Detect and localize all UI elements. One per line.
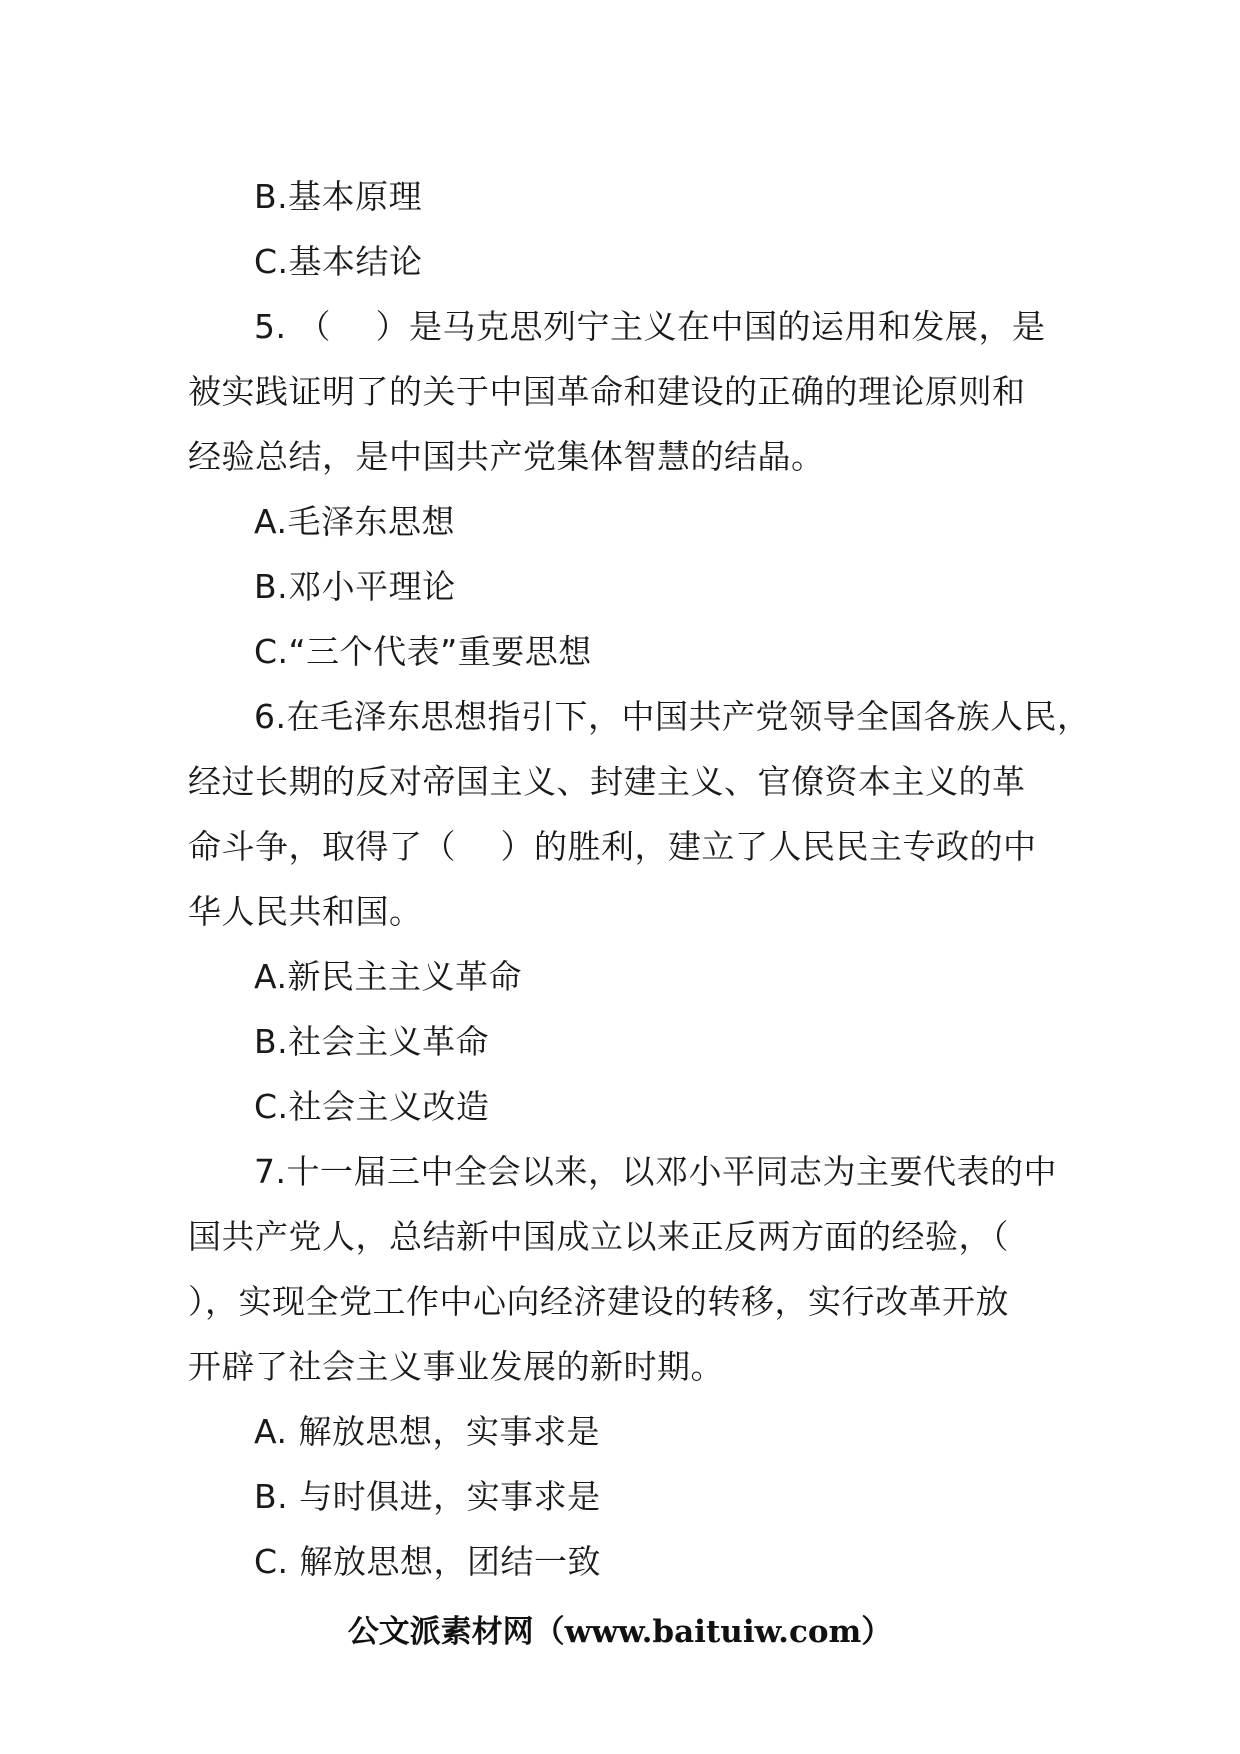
question-5-line-1: 5. （ ）是马克思列宁主义在中国的运用和发展，是 [254,307,1046,346]
question-7-line-2: 国共产党人，总结新中国成立以来正反两方面的经验，（ [188,1217,1009,1256]
document-body [188,164,1091,1594]
question-6-line-4: 华人民共和国。 [188,892,423,931]
question-7-line-3: ），实现全党工作中心向经济建设的转移，实行改革开放 [188,1282,1009,1321]
page-footer-watermark: 公文派素材网（www.baituiw.com） [347,1614,893,1650]
option-c-basic-conclusion: C.基本结论 [254,242,423,281]
question-6-option-a: A.新民主主义革命 [254,957,522,996]
question-5-option-c: C.“三个代表”重要思想 [254,632,592,671]
question-7-option-a: A. 解放思想，实事求是 [254,1412,600,1451]
option-b-basic-principle: B.基本原理 [254,177,423,216]
question-5-line-3: 经验总结，是中国共产党集体智慧的结晶。 [188,437,825,476]
question-6-option-b: B.社会主义革命 [254,1022,490,1061]
question-6-line-3: 命斗争，取得了（ ）的胜利，建立了人民民主专政的中 [188,827,1037,866]
question-7-line-4: 开辟了社会主义事业发展的新时期。 [188,1347,724,1386]
question-6-line-1: 6.在毛泽东思想指引下，中国共产党领导全国各族人民， [254,697,1091,736]
question-5-line-2: 被实践证明了的关于中国革命和建设的正确的理论原则和 [188,372,1026,411]
question-6-line-2: 经过长期的反对帝国主义、封建主义、官僚资本主义的革 [188,762,1026,801]
question-7-option-c: C. 解放思想，团结一致 [254,1542,602,1581]
question-5-option-b: B.邓小平理论 [254,567,456,606]
question-7-line-1: 7.十一届三中全会以来，以邓小平同志为主要代表的中 [254,1152,1057,1191]
question-6-option-c: C.社会主义改造 [254,1087,490,1126]
question-7-option-b: B. 与时俱进，实事求是 [254,1477,601,1516]
question-5-option-a: A.毛泽东思想 [254,502,455,541]
